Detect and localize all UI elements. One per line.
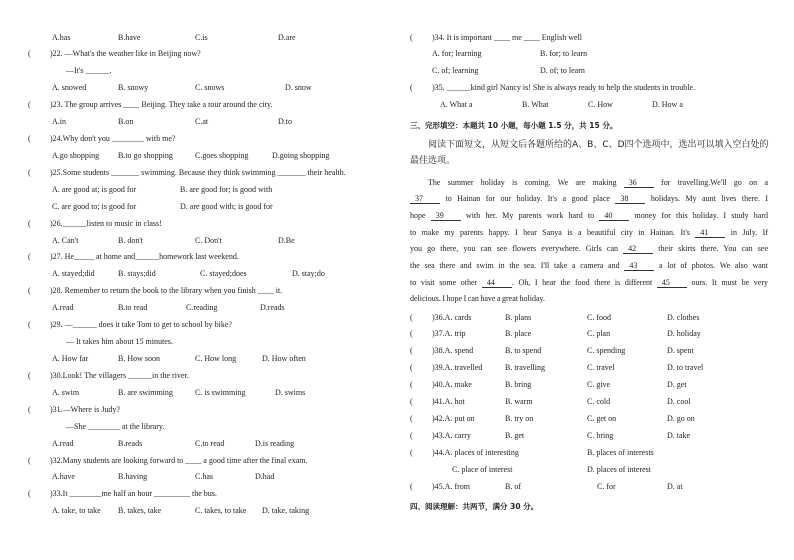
q36-option-a: A. cards	[444, 312, 472, 322]
answer-bracket: (	[410, 397, 413, 407]
q45-option-c: C. for	[597, 481, 616, 491]
q45-label-and-option-a	[432, 479, 470, 496]
passage-line-8	[410, 291, 768, 308]
instructions-line-2: 最佳选项。	[410, 156, 456, 167]
q26-stem-row	[28, 216, 388, 233]
q30-option-c: C. is swimming	[195, 387, 246, 397]
q40-option-d: D. get	[667, 380, 687, 390]
q32-option-b: B.having	[118, 472, 148, 482]
q40-row	[410, 377, 770, 394]
q41-option-c: C. cold	[587, 397, 611, 407]
q22-option-b: B. snowy	[118, 83, 149, 93]
left-column	[28, 30, 388, 521]
q39-label-and-option-a	[432, 360, 482, 377]
q32-option-a: A.have	[52, 472, 75, 482]
q29-stem: )29. —______ does it take Tom to get to school by bike?	[50, 320, 232, 330]
q33-option-b: B. takes, take	[118, 506, 162, 516]
q44-label-and-option-a	[432, 445, 519, 462]
q24-stem: )24.Why don't you ________ with me?	[50, 134, 176, 144]
q31-stem: )31.—Where is Judy?	[50, 404, 120, 414]
answer-bracket: (	[28, 404, 31, 414]
q31-option-d: D.is reading	[255, 438, 295, 448]
passage-line-3	[410, 208, 768, 225]
q30-option-d: D. swims	[275, 387, 306, 397]
q36-label-and-option-a	[432, 310, 471, 327]
q33-option-a: A. take, to take	[52, 506, 101, 516]
answer-bracket: (	[28, 134, 31, 144]
answer-bracket: (	[410, 346, 413, 356]
q31-option-c: C.to read	[195, 438, 225, 448]
q25-stem: )25.Some students _______ swimming. Because they think swimming _______ their health.	[50, 167, 346, 177]
q36-option-b: B. plans	[505, 312, 532, 322]
blank-44: 44	[482, 278, 512, 288]
q34-option-a: A. for; learning	[432, 49, 482, 59]
q22-reply: —It's ______.	[66, 66, 112, 76]
q41-stem: )41.	[432, 397, 445, 407]
q41-option-b: B. warm	[505, 397, 533, 407]
passage-line-1	[410, 175, 768, 192]
q29-reply: — It takes him about 15 minutes.	[66, 337, 173, 347]
q45-option-b: B. of	[505, 481, 521, 491]
q24-options-row	[28, 148, 388, 165]
q44-stem: )44.	[432, 447, 445, 457]
q37-label-and-option-a	[432, 326, 466, 343]
q43-option-c: C. bring	[587, 430, 614, 440]
q22-option-c: C. snows	[195, 83, 225, 93]
q27-option-a: A. stayed;did	[52, 269, 95, 279]
q41-option-a: A. hot	[444, 397, 465, 407]
q27-options-row	[28, 266, 388, 283]
q23-option-d: D.to	[278, 117, 292, 127]
q37-option-a: A. trip	[444, 329, 466, 339]
blank-39: 39	[431, 211, 461, 221]
q35-options-row	[410, 97, 770, 114]
q38-label-and-option-a	[432, 343, 473, 360]
q28-option-c: C.reading	[186, 303, 218, 313]
q32-stem-row	[28, 453, 388, 470]
instructions-line-1: 阅读下面短文，从短文后各题所给的A、B、C、D四个选项中，选出可以填入空白处的	[428, 139, 769, 150]
q28-stem: )28. Remember to return the book to the library when you finish ____ it.	[50, 286, 283, 296]
passage-text: The summer holiday is coming. We are making	[428, 177, 624, 187]
q23-option-a: A.in	[52, 117, 66, 127]
passage-text: delicious. I hope I can have a great holiday.	[410, 294, 545, 304]
q24-option-c: C.goes shopping	[195, 150, 249, 160]
q36-stem: )36.	[432, 312, 445, 322]
q38-stem: )38.	[432, 346, 445, 356]
q37-row	[410, 326, 770, 343]
q30-options-row	[28, 385, 388, 402]
q22-reply-row	[28, 63, 388, 80]
q24-option-d: D.going shopping	[272, 150, 330, 160]
q27-option-d: D. stay;do	[292, 269, 325, 279]
q40-label-and-option-a	[432, 377, 472, 394]
q28-stem-row	[28, 283, 388, 300]
blank-41: 41	[695, 228, 725, 238]
passage-text: money for this holiday. I study hard	[629, 210, 769, 220]
q36-row	[410, 310, 770, 327]
q35-option-c: C. How	[588, 100, 613, 110]
answer-bracket: (	[28, 286, 31, 296]
q30-stem: )30.Look! The villagers ______in the river.	[50, 370, 189, 380]
q25-options-row-1	[28, 182, 388, 199]
q28-option-a: A.read	[52, 303, 74, 313]
answer-bracket: (	[28, 100, 31, 110]
q28-option-b: B.to read	[118, 303, 148, 313]
q21-option-b: B.have	[118, 32, 141, 42]
q32-option-c: C.has	[195, 472, 213, 482]
q35-stem-row	[410, 80, 770, 97]
q21-option-a: A.has	[52, 32, 71, 42]
passage-text: in July. If	[725, 227, 769, 237]
q22-option-a: A. snowed	[52, 83, 87, 93]
answer-bracket: (	[28, 455, 31, 465]
q44-option-a: A. places of interesting	[444, 447, 519, 457]
q40-option-c: C. give	[587, 380, 611, 390]
passage-text: their skirts there. You can see	[653, 244, 768, 254]
q25-stem-row	[28, 165, 388, 182]
passage-text: . Oh, I hear the food there is different	[511, 277, 657, 287]
q31-reply: —She ________ at the library.	[66, 421, 165, 431]
section3-heading: 三、完形填空：本题共 10 小题，每小题 1.5 分，共 15 分。	[410, 120, 618, 130]
blank-45: 45	[657, 278, 687, 288]
q29-stem-row	[28, 317, 388, 334]
q25-option-b: B. are good for; is good with	[180, 184, 273, 194]
q39-option-b: B. travelling	[505, 363, 545, 373]
q42-option-d: D. go on	[667, 414, 695, 424]
q41-row	[410, 394, 770, 411]
blank-40: 40	[599, 211, 629, 221]
q37-option-c: C. plan	[587, 329, 611, 339]
blank-42: 42	[623, 244, 653, 254]
q44-option-b: B. places of interests	[587, 447, 654, 457]
q33-options-row	[28, 503, 388, 520]
q23-stem-row	[28, 97, 388, 114]
q43-row	[410, 428, 770, 445]
q42-option-c: C. get on	[587, 414, 617, 424]
q31-option-a: A.read	[52, 438, 74, 448]
q41-option-d: D. cool	[667, 397, 691, 407]
q29-option-b: B. How soon	[118, 354, 161, 364]
q43-option-d: D. take	[667, 430, 691, 440]
q33-option-c: C. takes, to take	[195, 506, 247, 516]
q43-stem: )43.	[432, 430, 445, 440]
q22-stem-row	[28, 46, 388, 63]
q23-option-c: C.at	[195, 117, 209, 127]
q30-option-b: B. are swimming	[118, 387, 173, 397]
q42-label-and-option-a	[432, 411, 475, 428]
answer-bracket: (	[410, 329, 413, 339]
q33-stem-row	[28, 486, 388, 503]
q34-stem: )34. It is important ____ me ____ English well	[432, 32, 582, 42]
answer-bracket: (	[410, 380, 413, 390]
q27-option-c: C. stayed;does	[200, 269, 247, 279]
q31-options-row	[28, 436, 388, 453]
passage-text: hope	[410, 210, 431, 220]
q24-option-a: A.go shopping	[52, 150, 100, 160]
right-column-top	[410, 30, 770, 115]
q23-option-b: B.on	[118, 117, 134, 127]
q24-option-b: B.to go shopping	[118, 150, 173, 160]
passage-text: for travelling.We'll go on a	[653, 177, 768, 187]
q29-option-c: C. How long	[195, 354, 237, 364]
q44-option-d: D. places of interest	[587, 464, 651, 474]
passage-text: holidays. My aunt lives there. I	[645, 194, 768, 204]
blank-38: 38	[615, 194, 645, 204]
q31-option-b: B.reads	[118, 438, 143, 448]
q40-option-b: B. bring	[505, 380, 532, 390]
answer-bracket: (	[28, 218, 31, 228]
blank-43: 43	[624, 261, 654, 271]
q29-options-row	[28, 351, 388, 368]
answer-bracket: (	[28, 252, 31, 262]
q22-stem: )22. —What's the weather like in Beijing now?	[50, 49, 201, 59]
q39-option-a: A. travelled	[444, 363, 483, 373]
q39-option-d: D. to travel	[667, 363, 704, 373]
q21-options-row	[28, 30, 388, 47]
q40-stem: )40.	[432, 380, 445, 390]
answer-bracket: (	[28, 320, 31, 330]
q42-option-a: A. put on	[444, 414, 475, 424]
q21-option-d: D.are	[278, 32, 296, 42]
q30-option-a: A. swim	[52, 387, 80, 397]
q27-option-b: B. stays;did	[118, 269, 156, 279]
q44-row-1	[410, 445, 770, 462]
cloze-instructions	[410, 137, 768, 171]
passage-text: with her. My parents work hard to	[460, 210, 600, 220]
answer-bracket: (	[410, 312, 413, 322]
q35-option-a: A. What a	[440, 100, 473, 110]
q21-option-c: C.is	[195, 32, 208, 42]
answer-bracket: (	[28, 167, 31, 177]
passage-text: to make my parents happy. I hear Sanya is a beautiful city in Hainan. It's	[410, 227, 696, 237]
q33-option-d: D. take, taking	[262, 506, 310, 516]
answer-bracket: (	[28, 49, 31, 59]
passage-text: you go there, you can see flowers everywhere. Girls can	[410, 244, 624, 254]
q45-option-d: D. at	[667, 481, 683, 491]
q25-option-a: A. are good at; is good for	[52, 184, 137, 194]
section4-heading: 四、阅读理解：共两节，满分 30 分。	[410, 501, 539, 511]
q22-option-d: D. snow	[285, 83, 312, 93]
q26-option-a: A. Can't	[52, 235, 79, 245]
q27-stem: )27. He_____ at home and______homework last weekend.	[50, 252, 239, 262]
q29-reply-row	[28, 334, 388, 351]
q28-options-row	[28, 300, 388, 317]
q45-stem: )45.	[432, 481, 445, 491]
q34-option-b: B. for; to learn	[540, 49, 588, 59]
q37-stem: )37.	[432, 329, 445, 339]
q34-option-c: C. of; learning	[432, 66, 479, 76]
q39-option-c: C. travel	[587, 363, 615, 373]
q26-options-row	[28, 233, 388, 250]
answer-bracket: (	[410, 430, 413, 440]
cloze-questions	[410, 310, 770, 496]
q39-stem: )39.	[432, 363, 445, 373]
q25-option-c: C. are good to; is good for	[52, 201, 137, 211]
q28-option-d: D.reads	[260, 303, 285, 313]
q32-options-row	[28, 469, 388, 486]
passage-text: ours. It must be very	[686, 277, 768, 287]
q31-stem-row	[28, 402, 388, 419]
answer-bracket: (	[410, 32, 413, 42]
q25-option-d: D. are good with; is good for	[180, 201, 273, 211]
q35-option-d: D. How a	[652, 100, 683, 110]
passage-line-7	[410, 275, 768, 292]
q23-stem: )23. The group arrives ____ Beijing. They take a tour around the city.	[50, 100, 273, 110]
q26-option-c: C. Don't	[195, 235, 222, 245]
q38-option-a: A. spend	[444, 346, 474, 356]
q36-option-d: D. clothes	[667, 312, 700, 322]
q34-option-d: D. of; to learn	[540, 66, 585, 76]
q42-row	[410, 411, 770, 428]
q37-option-b: B. place	[505, 329, 532, 339]
q38-row	[410, 343, 770, 360]
q32-stem: )32.Many students are looking forward to ____ a good time after the final exam.	[50, 455, 308, 465]
q34-stem-row	[410, 30, 770, 47]
q24-stem-row	[28, 131, 388, 148]
q35-stem: )35. ______kind girl Nancy is! She is always ready to help the students in trouble.	[432, 83, 696, 93]
q43-option-a: A. carry	[444, 430, 471, 440]
q36-option-c: C. food	[587, 312, 611, 322]
answer-bracket: (	[410, 481, 413, 491]
answer-bracket: (	[410, 447, 413, 457]
passage-text: a lot of photos. We also want	[654, 261, 769, 271]
q41-label-and-option-a	[432, 394, 465, 411]
passage-text: to visit some other	[410, 277, 482, 287]
answer-bracket: (	[410, 83, 413, 93]
q29-option-d: D. How often	[262, 354, 306, 364]
q42-option-b: B. try on	[505, 414, 534, 424]
passage-text: the sea there and swim in the sea. I'll take a camera and	[410, 261, 625, 271]
q32-option-d: D.had	[255, 472, 275, 482]
q38-option-b: B. to spend	[505, 346, 542, 356]
q29-option-a: A. How far	[52, 354, 89, 364]
q22-options-row	[28, 80, 388, 97]
q38-option-c: C. spending	[587, 346, 626, 356]
q42-stem: )42.	[432, 414, 445, 424]
passage-line-2	[410, 191, 768, 208]
q44-row-2	[410, 462, 770, 479]
q43-option-b: B. get	[505, 430, 525, 440]
blank-36: 36	[624, 178, 654, 188]
q33-stem: )33.It ________me half an hour _________ the bus.	[50, 489, 217, 499]
answer-bracket: (	[410, 363, 413, 373]
answer-bracket: (	[28, 370, 31, 380]
q45-row	[410, 479, 770, 496]
answer-bracket: (	[410, 414, 413, 424]
q45-option-a: A. from	[444, 481, 470, 491]
q43-label-and-option-a	[432, 428, 471, 445]
q37-option-d: D. holiday	[667, 329, 701, 339]
q25-options-row-2	[28, 199, 388, 216]
passage-line-4	[410, 225, 768, 242]
q31-reply-row	[28, 419, 388, 436]
q35-option-b: B. What	[522, 100, 549, 110]
blank-37: 37	[410, 194, 440, 204]
q26-stem: )26.______listen to music in class!	[50, 218, 162, 228]
q34-options-row-2	[410, 63, 770, 80]
q38-option-d: D. spent	[667, 346, 694, 356]
passage-line-6	[410, 258, 768, 275]
q40-option-a: A. make	[444, 380, 472, 390]
q23-options-row	[28, 114, 388, 131]
q44-option-c: C. place of interest	[452, 464, 513, 474]
q30-stem-row	[28, 368, 388, 385]
q34-options-row-1	[410, 46, 770, 63]
q39-row	[410, 360, 770, 377]
q26-option-d: D.Be	[278, 235, 295, 245]
q27-stem-row	[28, 249, 388, 266]
passage-text: to Hainan for our holiday. It's a good place	[440, 194, 616, 204]
passage-line-5	[410, 241, 768, 258]
cloze-passage	[410, 175, 768, 309]
q26-option-b: B. don't	[118, 235, 143, 245]
answer-bracket: (	[28, 489, 31, 499]
